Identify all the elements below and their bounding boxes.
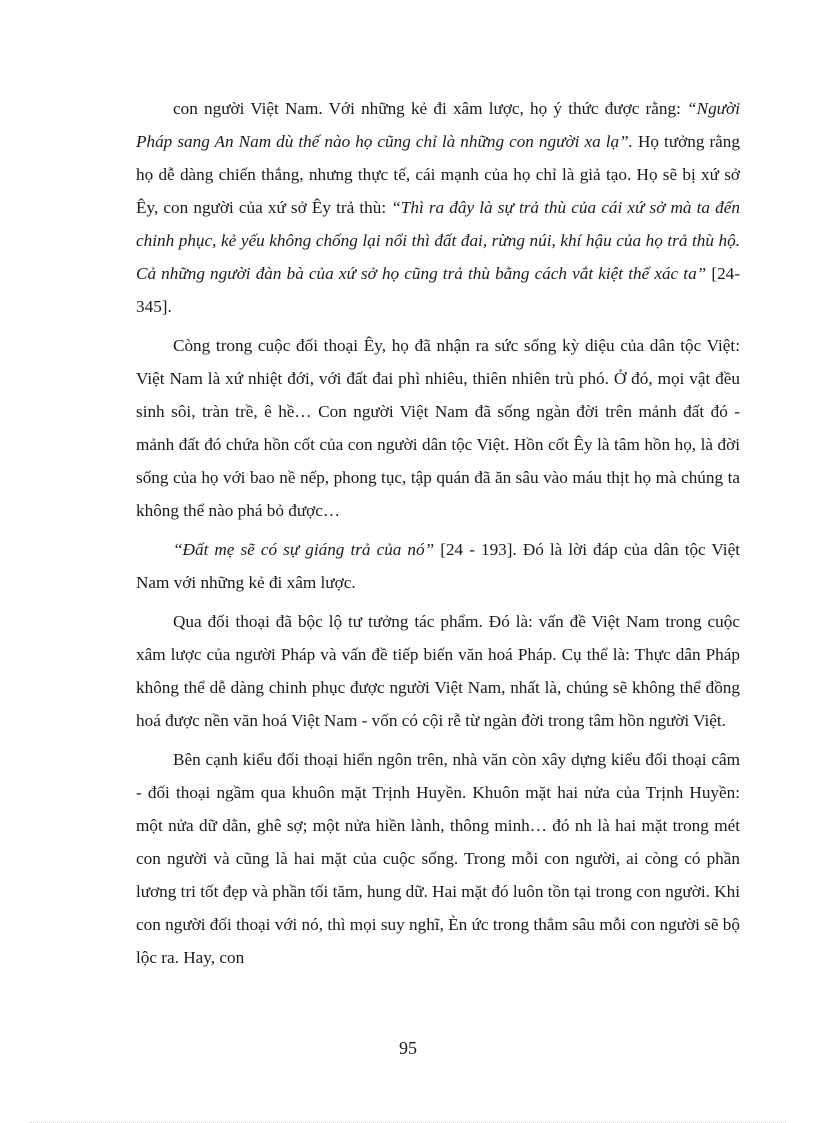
paragraph <box>136 329 740 527</box>
body-text: Bên cạnh kiểu đối thoại hiển ngôn trên, nhà văn còn xây dựng kiểu đối thoại câm - đối thoại ngầm qua khuôn mặt Trịnh Huyền. Khuôn mặt hai nửa của Trịnh Huyền: một nửa dữ dằn, ghê sợ; một nửa hiền lành, thông minh… đó nh là hai mặt trong mét con người và cũng là hai mặt của cuộc sống. Trong mỗi con người, ai còng có phần lương tri tốt đẹp và phần tối tăm, hung dữ. Hai mặt đó luôn tồn tại trong con người. Khi con người đối thoại với nó, thì mọi suy nghĩ, Èn ức trong thẳm sâu mỗi con người sẽ bộ lộc ra. Hay, con <box>136 750 740 967</box>
body-text: Còng trong cuộc đối thoại Êy, họ đã nhận ra sức sống kỳ diệu của dân tộc Việt: Việt Nam là xứ nhiệt đới, với đất đai phì nhiêu, thiên nhiên trù phó. Ở đó, mọi vật đều sinh sôi, tràn trề, ê hề… Con người Việt Nam đã sống ngàn đời trên mảnh đất đó - mảnh đất đó chứa hồn cốt của con người dân tộc Việt. Hồn cốt Êy là tâm hồn họ, là đời sống của họ với bao nề nếp, phong tục, tập quán đã ăn sâu vào máu thịt họ mà chúng ta không thể nào phá bỏ được… <box>136 336 740 520</box>
paragraph <box>136 743 740 974</box>
body-text: [24-345]. <box>136 264 740 316</box>
body-text: Qua đối thoại đã bộc lộ tư tưởng tác phẩm. Đó là: vấn đề Việt Nam trong cuộc xâm lược của người Pháp và vấn đề tiếp biến văn hoá Pháp. Cụ thể là: Thực dân Pháp không thể dễ dàng chinh phục được người Việt Nam, nhất là, chúng sẽ không thể đồng hoá được nền văn hoá Việt Nam - vốn có cội rễ từ ngàn đời trong tâm hồn người Việt. <box>136 612 740 730</box>
body-text: [24 - 193]. Đó là lời đáp của dân tộc Việt Nam với những kẻ đi xâm lược. <box>136 540 740 592</box>
paragraph <box>136 92 740 323</box>
document-body <box>136 92 740 980</box>
quotation-text: “Thì ra đây là sự trả thù của cái xứ sở mà ta đến chinh phục, kẻ yếu không chống lại nổi thì đất đai, rừng núi, khí hậu của họ trả thù hộ. Cả những người đàn bà của xứ sở họ cũng trả thù bằng cách vắt kiệt thể xác ta” <box>136 198 740 283</box>
body-text: con người Việt Nam. Với những kẻ đi xâm lược, họ ý thức được rằng: <box>173 99 688 118</box>
quotation-text: “Người Pháp sang An Nam dù thế nào họ cũng chỉ là những con người xa lạ”. <box>136 99 740 151</box>
paragraph <box>136 605 740 737</box>
paragraph <box>136 533 740 599</box>
body-text: Họ tưởng rằng họ dễ dàng chiến thắng, nhưng thực tế, cái mạnh của họ chỉ là giả tạo. Họ sẽ bị xứ sở Êy, con người của xứ sở Êy trả thù: <box>136 132 740 217</box>
page-number: 95 <box>399 1038 417 1058</box>
quotation-text: “Đất mẹ sẽ có sự giáng trả của nó” <box>173 540 435 559</box>
